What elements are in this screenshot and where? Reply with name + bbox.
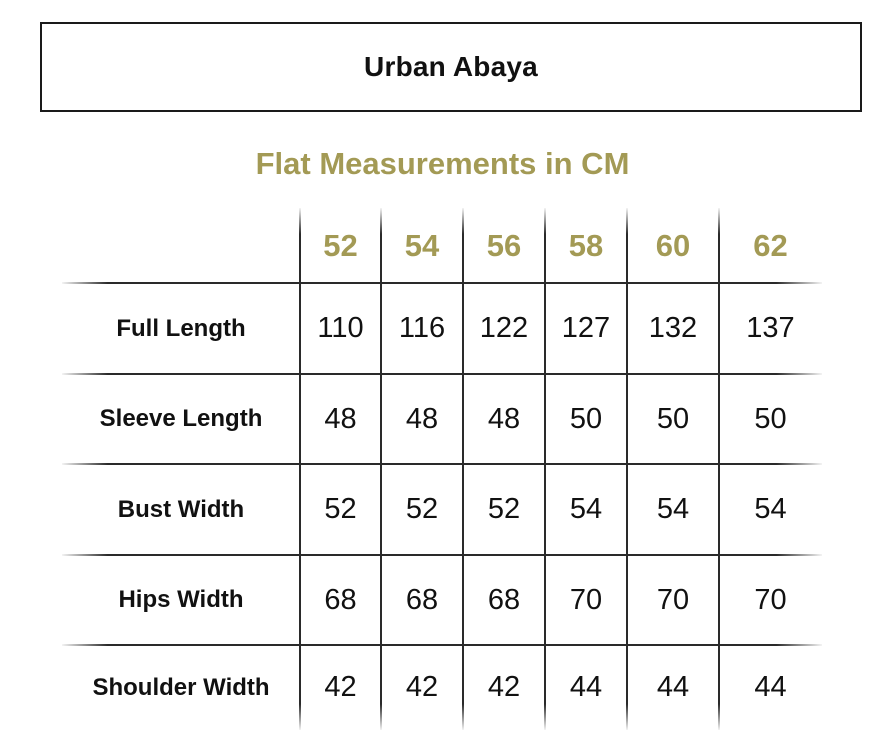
size-header-52: 52 [323,227,358,263]
measurement-value: 44 [656,671,690,703]
size-header-54: 54 [404,227,440,263]
measurement-value: 54 [754,493,787,525]
measurement-value: 50 [656,402,690,435]
size-header-60: 60 [655,227,691,263]
brand-title: Urban Abaya [364,51,538,82]
measurement-value: 52 [487,493,521,525]
measurement-value: 68 [405,583,439,616]
measurement-value: 50 [569,402,603,435]
measurement-value: 127 [561,312,611,344]
measurement-value: 44 [754,671,787,703]
measurement-value: 50 [754,402,787,435]
measurement-value: 48 [405,402,439,435]
measurement-value: 68 [487,583,521,616]
measurement-value: 44 [569,671,603,703]
measurement-value: 48 [324,402,357,435]
size-header-56: 56 [486,227,522,263]
measurement-value: 48 [487,402,521,435]
measurement-value: 122 [479,312,529,344]
measurement-value: 42 [405,671,439,703]
table-subtitle: Flat Measurements in CM [255,146,630,181]
measurement-value: 54 [656,493,690,525]
measurement-value: 42 [324,671,357,703]
measurement-value: 54 [569,493,603,525]
size-header-62: 62 [753,227,788,263]
measurement-value: 137 [746,312,795,344]
row-label-hips-width: Hips Width [118,586,244,613]
title-box [40,22,862,112]
measurement-value: 68 [324,583,357,616]
measurement-value: 70 [569,583,603,616]
row-label-bust-width: Bust Width [117,495,245,523]
size-header-58: 58 [568,227,604,263]
measurement-value: 110 [317,312,364,344]
measurement-value: 132 [648,312,698,344]
measurement-value: 116 [398,312,446,344]
measurement-value: 42 [487,671,521,703]
row-label-shoulder-width: Shoulder Width [92,673,270,701]
measurement-value: 52 [324,493,357,525]
measurement-value: 70 [754,583,787,616]
row-label-sleeve-length: Sleeve Length [99,405,263,432]
measurement-value: 70 [656,583,690,616]
row-label-full-length: Full Length [116,314,246,342]
measurement-value: 52 [405,493,439,525]
